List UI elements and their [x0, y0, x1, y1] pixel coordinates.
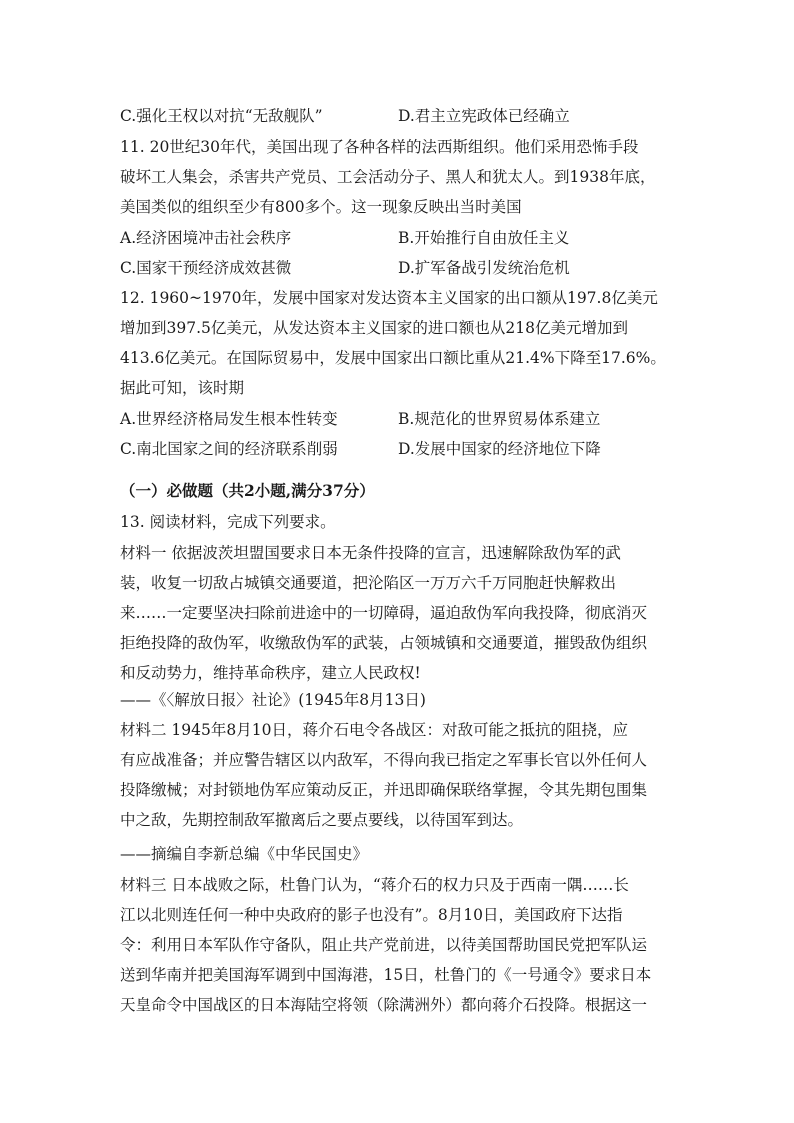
- q12-option-a: A.世界经济格局发生根本性转变: [120, 410, 338, 428]
- q11-option-b: B.开始推行自由放任主义: [398, 229, 570, 247]
- q12-option-d: D.发展中国家的经济地位下降: [398, 440, 601, 458]
- material1-line: 和反动势力，维持革命秩序，建立人民政权!: [120, 664, 421, 682]
- q11-option-c: C.国家干预经济成效甚微: [120, 259, 292, 277]
- q11-options-row-cd: [120, 258, 680, 278]
- material2-line: 投降缴械；对封锁地伪军应策动反正，并迅即确保联络掌握，令其先期包围集: [120, 781, 648, 799]
- q12-stem-line: 413.6亿美元。在国际贸易中，发展中国家出口额比重从21.4%下降至17.6%。: [120, 349, 666, 367]
- q11-stem-line: 11. 20世纪30年代，美国出现了各种各样的法西斯组织。他们采用恐怖手段: [120, 138, 639, 156]
- material3-line: 送到华南并把美国海军调到中国海港，15日，杜鲁门的《一号通令》要求日本: [120, 966, 652, 984]
- section-heading: （一）必做题（共2小题,满分37分）: [120, 481, 375, 500]
- material2-line: 中之敌，先期控制敌军撤离后之要点要线，以待国军到达。: [120, 811, 524, 829]
- q11-options-row-ab: [120, 228, 680, 248]
- material1-line: 来……一定要坚决扫除前进途中的一切障碍，逼迫敌伪军向我投降，彻底消灭: [120, 604, 648, 622]
- material3-line: 天皇命令中国战区的日本海陆空将领（除满洲外）都向蒋介石投降。根据这一: [120, 996, 648, 1014]
- material1-line: 装，收复一切敌占城镇交通要道，把沦陷区一万万六千万同胞赶快解救出: [120, 574, 617, 592]
- q11-option-a: A.经济困境冲击社会秩序: [120, 229, 292, 247]
- material3-line: 江以北则连任何一种中央政府的影子也没有”。8月10日，美国政府下达指: [120, 906, 623, 924]
- material2-line: 有应战准备；并应警告辖区以内敌军，不得向我已指定之军事长官以外任何人: [120, 751, 648, 769]
- q10-options-row-cd: [120, 106, 680, 126]
- q12-stem-line: 据此可知，该时期: [120, 379, 245, 397]
- material1-line: 拒绝投降的敌伪军，收缴敌伪军的武装，占领城镇和交通要道，摧毁敌伪组织: [120, 634, 648, 652]
- material1-source: ——《〈解放日报〉社论》(1945年8月13日): [120, 691, 426, 709]
- q12-options-row-ab: [120, 409, 680, 429]
- material1-line: 材料一 依据波茨坦盟国要求日本无条件投降的宣言，迅速解除敌伪军的武: [120, 544, 621, 562]
- q12-option-c: C.南北国家之间的经济联系削弱: [120, 440, 338, 458]
- material3-line: 材料三 日本战败之际，杜鲁门认为，“蒋介石的权力只及于西南一隅……长: [120, 876, 629, 894]
- q12-options-row-cd: [120, 439, 680, 459]
- q11-stem-line: 美国类似的组织至少有800多个。这一现象反映出当时美国: [120, 198, 522, 216]
- q11-stem-line: 破坏工人集会，杀害共产党员、工会活动分子、黑人和犹太人。到1938年底，: [120, 168, 656, 186]
- q12-stem-line: 增加到397.5亿美元，从发达资本主义国家的进口额也从218亿美元增加到: [120, 319, 628, 337]
- material2-line: 材料二 1945年8月10日，蒋介石电令各战区：对敌可能之抵抗的阻挠，应: [120, 721, 628, 739]
- q13-intro: 13. 阅读材料，完成下列要求。: [120, 513, 336, 531]
- material3-line: 令：利用日本军队作守备队，阻止共产党前进，以待美国帮助国民党把军队运: [120, 936, 648, 954]
- q12-stem-line: 12. 1960~1970年，发展中国家对发达资本主义国家的出口额从197.8亿美元: [120, 289, 658, 307]
- q10-option-d: D.君主立宪政体已经确立: [398, 107, 570, 125]
- q11-option-d: D.扩军备战引发统治危机: [398, 259, 570, 277]
- material2-source: ——摘编自李新总编《中华民国史》: [120, 845, 369, 863]
- q10-option-c: C.强化王权以对抗“无敌舰队”: [120, 107, 323, 125]
- q12-option-b: B.规范化的世界贸易体系建立: [398, 410, 601, 428]
